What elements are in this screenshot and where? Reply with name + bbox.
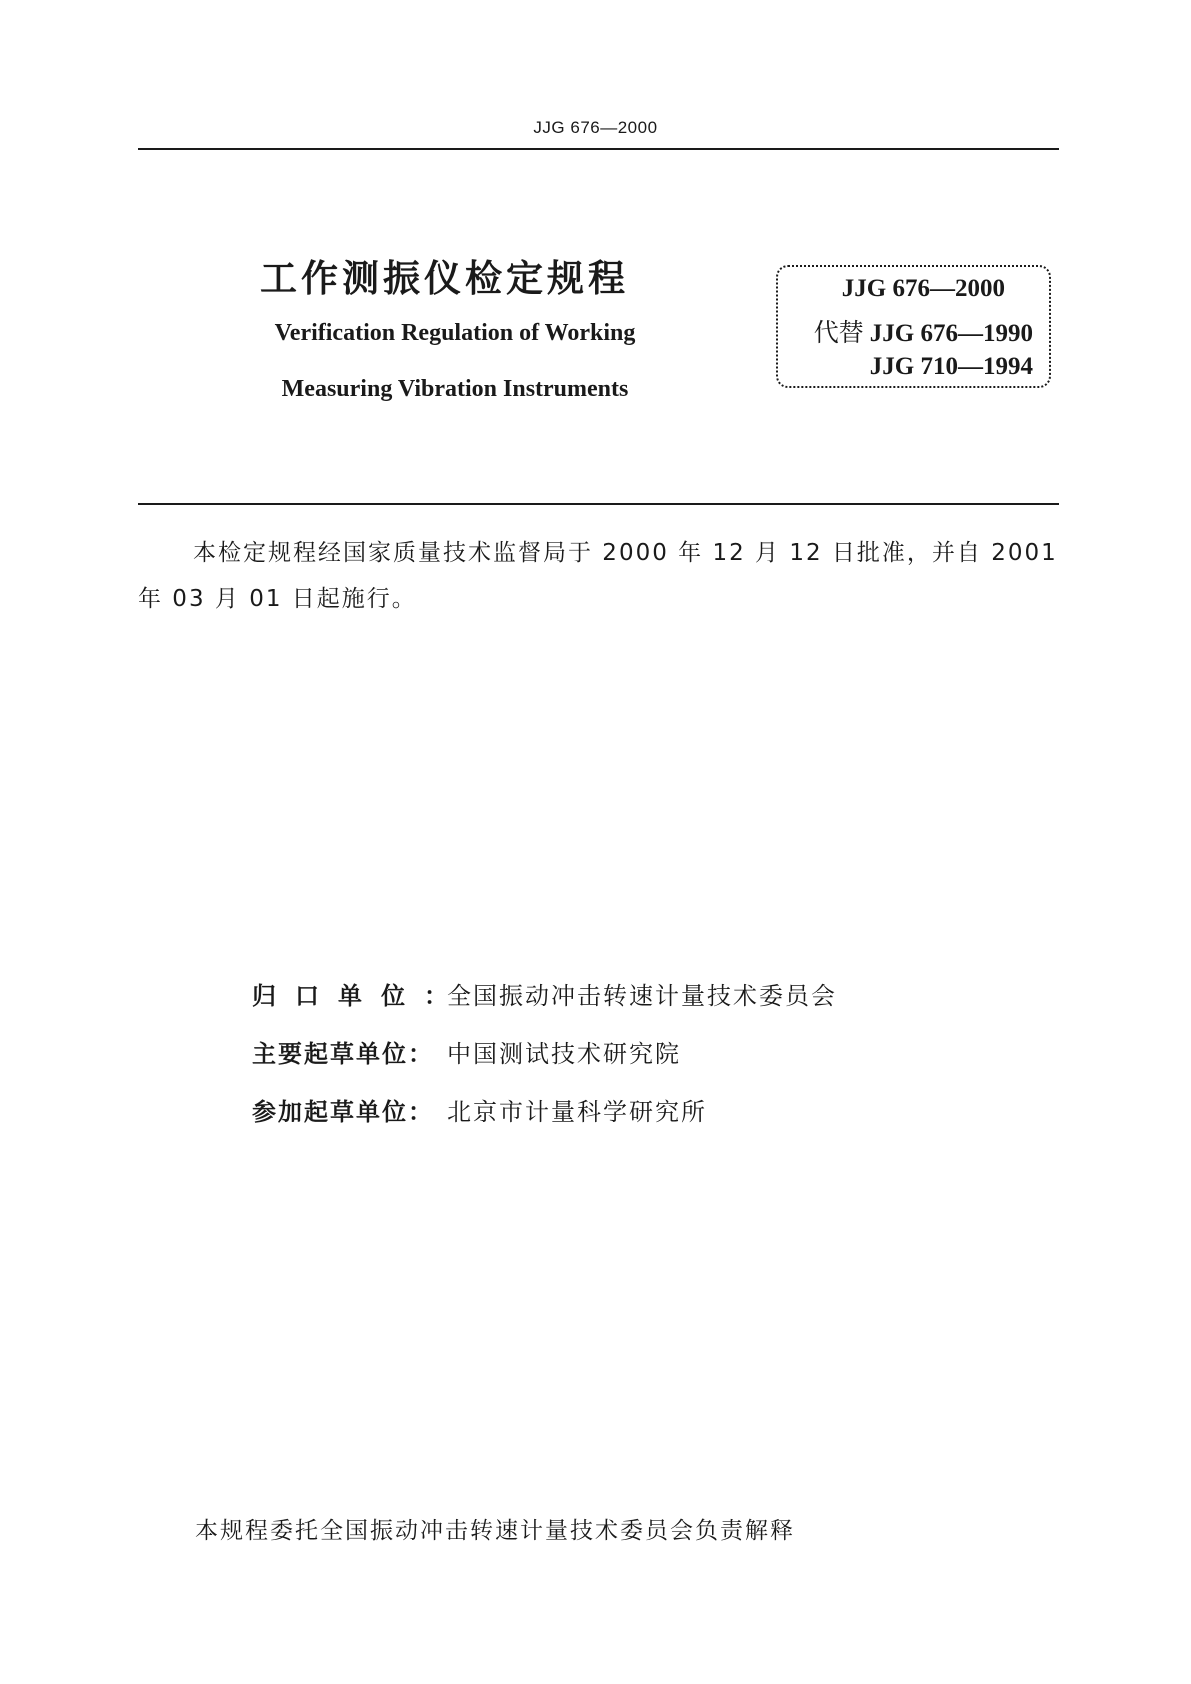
org-value: 中国测试技术研究院	[447, 1040, 681, 1068]
organization-list	[252, 976, 837, 1150]
replaced-code-1: JJG 676—1990	[869, 320, 1033, 347]
replace-label: 代替	[813, 318, 864, 347]
org-label: 主要起草单位：	[252, 1040, 434, 1068]
org-value: 北京市计量科学研究所	[447, 1098, 707, 1126]
org-row-main-drafter	[252, 1034, 837, 1092]
interpretation-note: 本规程委托全国振动冲击转速计量技术委员会负责解释	[195, 1518, 795, 1544]
header-rule	[138, 148, 1059, 150]
standard-code-box	[776, 265, 1051, 388]
org-label: 归口单位：	[252, 982, 467, 1010]
header-standard-code: JJG 676—2000	[533, 118, 658, 137]
title-chinese: 工作测振仪检定规程	[260, 257, 629, 300]
org-row-participating-drafter	[252, 1092, 837, 1150]
approval-statement: 本检定规程经国家质量技术监督局于 2000 年 12 月 12 日批准，并自 2001 年 03 月 01 日起施行。	[138, 540, 1058, 612]
section-rule	[138, 503, 1059, 505]
org-label: 参加起草单位：	[252, 1098, 434, 1126]
title-english-line2: Measuring Vibration Instruments	[281, 376, 629, 402]
replaces-line-1	[814, 313, 1033, 349]
title-english-line1: Verification Regulation of Working	[274, 320, 636, 346]
current-code: JJG 676—2000	[841, 275, 1005, 302]
org-value: 全国振动冲击转速计量技术委员会	[447, 982, 837, 1010]
org-row-responsible	[252, 976, 837, 1034]
replaced-code-2: JJG 710—1994	[869, 353, 1033, 380]
